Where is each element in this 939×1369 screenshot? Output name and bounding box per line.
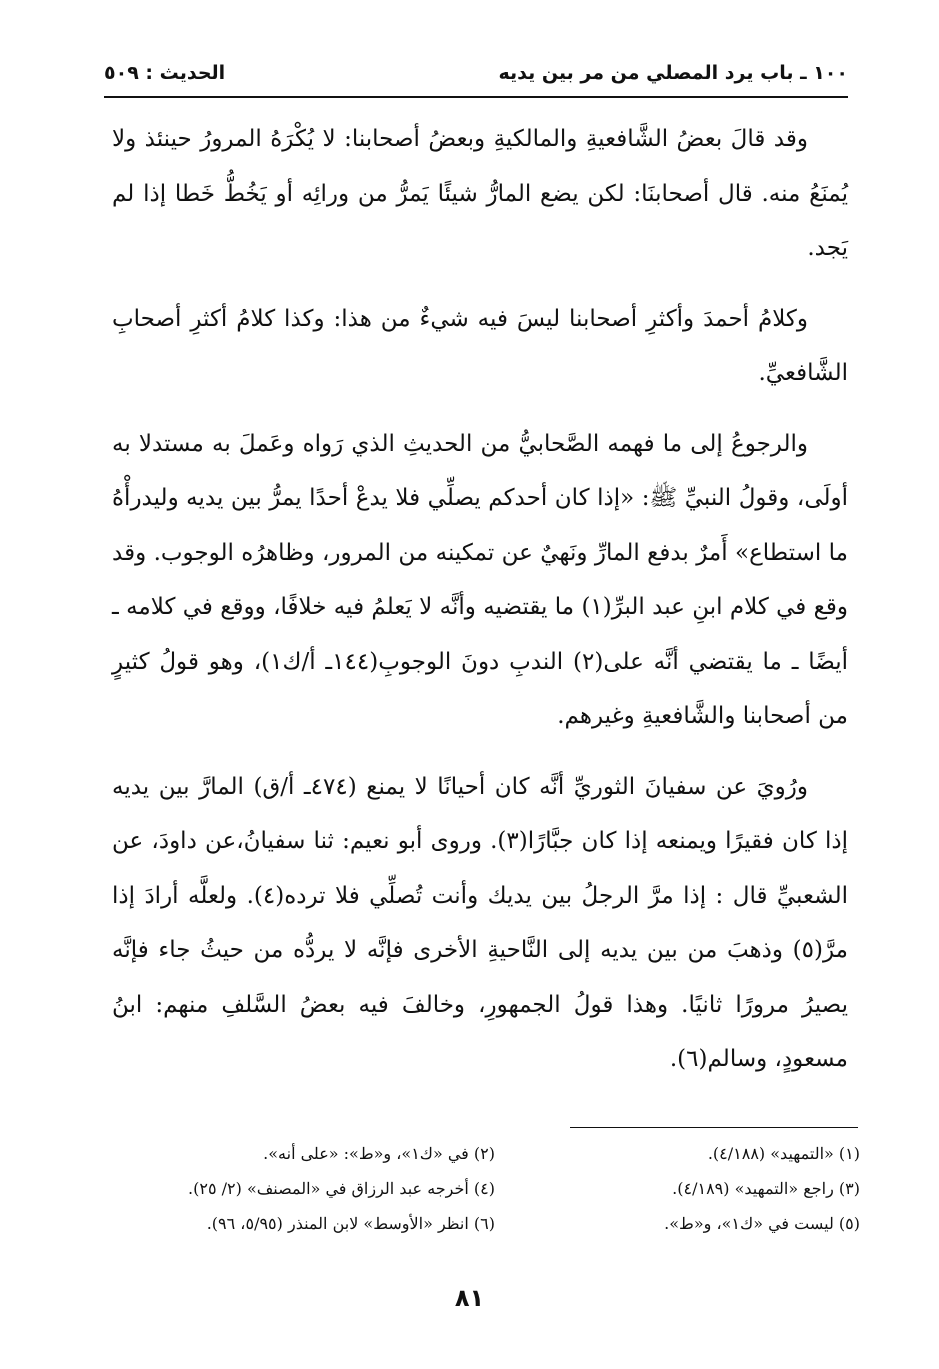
- footnote-divider: [570, 1127, 858, 1128]
- footnote-row: [130, 1136, 860, 1171]
- footnote: (٢) في «ك١»، و«ط»: «على أنه».: [263, 1144, 495, 1163]
- footnotes: [130, 1136, 860, 1241]
- page-number: ٨١: [454, 1284, 485, 1312]
- main-text: [112, 112, 848, 1087]
- footnote: (٦) انظر «الأوسط» لابن المنذر (٥/٩٥، ٩٦).: [206, 1214, 495, 1233]
- footnote-row: [130, 1171, 860, 1206]
- paragraph: والرجوعُ إلى ما فهمه الصَّحابيُّ من الحديثِ الذي رَواه وعَملَ به مستدلا به أولَى، وقولُ النبيِّ ﷺ: «إذا كان أحدكم يصلِّي فلا يدعْ أحدًا يمرُّ بين يديه وليدرأْهُ ما استطاع» أَمرٌ بدفع المارِّ ونَهيٌ عن تمكينه من المرور، وظاهرُه الوجوب. وقد وقع في كلام ابنِ عبد البرِّ(١) ما يقتضيه وأنَّه لا يَعلمُ فيه خلافًا، ووقع في كلامه ـ أيضًا ـ ما يقتضي أنَّه على(٢) الندبِ دونَ الوجوبِ(١٤٤ـ أ/ك١)، وهو قولُ كثيرٍ من أصحابنا والشَّافعيةِ وغيرهم.: [112, 430, 849, 729]
- paragraph: ورُويَ عن سفيانَ الثوريِّ أنَّه كان أحيانًا لا يمنع (٤٧٤ـ أ/ق) المارَّ بين يديه إذا كان فقيرًا ويمنعه إذا كان جبَّارًا(٣). وروى أبو نعيم: ثنا سفيانُ،عن داودَ، عن الشعبيِّ قال : إذا مرَّ الرجلُ بين يديك وأنت تُصلِّي فلا ترده(٤). ولعلَّه أرادَ إذا مرَّ(٥) وذهبَ من بين يديه إلى النَّاحيةِ الأخرى فإنَّه لا يردُّه من حيثُ جاء فإنَّه يصيرُ مرورًا ثانيًا. وهذا قولُ الجمهورِ، وخالفَ فيه بعضُ السَّلفِ منهم: ابنُ مسعودٍ، وسالم(٦).: [112, 773, 848, 1072]
- footnote: (٥) ليست في «ك١»، و«ط».: [664, 1214, 860, 1233]
- running-header: [104, 58, 848, 94]
- hadith-number: الحديث : ٥٠٩: [104, 62, 226, 84]
- chapter-title: ١٠٠ ـ باب يرد المصلي من مر بين يديه: [498, 62, 848, 84]
- paragraph: وقد قالَ بعضُ الشَّافعيةِ والمالكيةِ وبعضُ أصحابنا: لا يُكْرَهُ المرورُ حينئذ ولا يُمنَعُ منه. قال أصحابنَا: لكن يضع المارُّ شيئًا يَمرُّ من ورائِه أو يَخُطُّ خَطا إذا لم يَجد.: [112, 126, 848, 261]
- footnote-row: [130, 1206, 860, 1241]
- paragraph: وكلامُ أحمدَ وأكثرِ أصحابنا ليسَ فيه شيءٌ من هذا: وكذا كلامُ أكثرِ أصحابِ الشَّافعيِّ.: [112, 305, 848, 386]
- footnote: (١) «التمهيد» (٤/١٨٨).: [707, 1144, 860, 1163]
- footnote: (٤) أخرجه عبد الرزاق في «المصنف» (٢/ ٢٥).: [188, 1179, 495, 1198]
- footnote: (٣) راجع «التمهيد» (٤/١٨٩).: [672, 1179, 860, 1198]
- header-divider: [104, 96, 848, 98]
